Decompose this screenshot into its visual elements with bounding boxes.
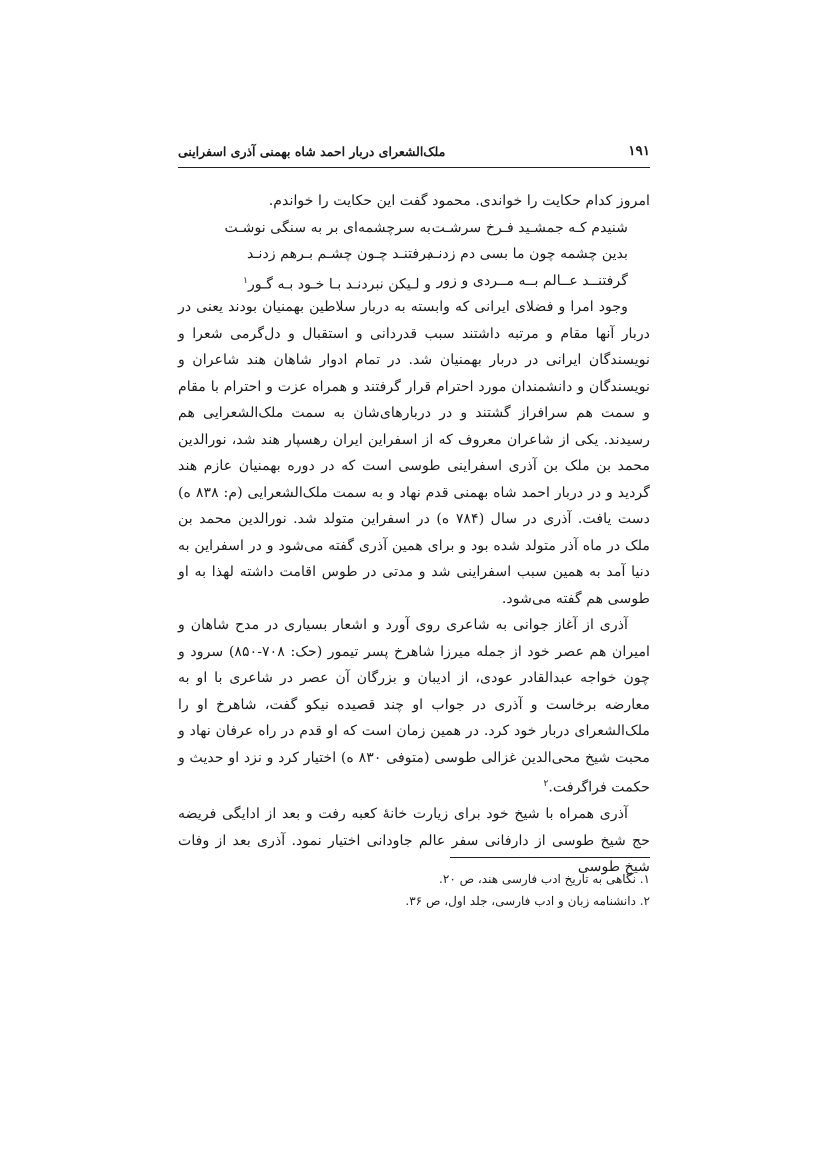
verse-hemistich-right: شنیدم کـه جمشـید فـرخ سرشـت	[431, 219, 628, 236]
paragraph-text: وجود امرا و فضلای ایرانی که وابسته به دربار سلاطین بهمنیان بودند یعنی در دربار آنها مقام و مرتبه داشتند سبب قدردانی و استقبال و دل‌گرمی شعرا و نویسندگان ایرانی در دربار بهمنیان شد. در تمام ادوار شاهان هند شاعران و نویسندگان و دانشمندان مورد احترام قرار گرفتند و همراه عزت و احترام با مقام و سمت هم سرافراز گشتند و در دربارهای‌شان به سمت ملک‌الشعرایی هم رسیدند. یکی از شاعران معروف که از اسفراین ایران رهسپار هند شد، نورالدین محمد بن ملک بن آذری اسفراینی طوسی است که در دوره بهمنیان عازم هند گردید و در دربار احمد شاه بهمنی قدم نهاد و به سمت ملک‌الشعرایی (م: ۸۳۸ ه) دست یافت. آذری در سال (۷۸۴ ه) در اسفراین متولد شد. نورالدین محمد بن ملک در ماه آذر متولد شده بود و برای همین آذری گفته می‌شود و در اسفراین به دنیا آمد به همین سبب اسفراینی شد و مدتی در طوس اقامت داشته لهذا به او طوسی هم گفته می‌شود.	[178, 299, 650, 607]
verse-hemistich-left: برفتنـد چـون چشـم بـرهم زدنـد	[246, 246, 431, 262]
intro-line: امروز کدام حکایت را خواندی. محمود گفت این حکایت را خواندم.	[268, 193, 650, 209]
poem-verse	[178, 241, 650, 268]
body-text	[178, 188, 650, 881]
poem-verse	[178, 268, 650, 295]
page-header	[178, 143, 650, 168]
footnotes	[178, 868, 650, 912]
verse-hemistich-right: گرفتنــد عــالم بــه مــردی و زور	[436, 272, 628, 289]
verse-hemistich-right: بدین چشمه چون ما بسی دم زدنـد	[426, 246, 628, 262]
verse-text: و لـیکن نبردنـد بـا خـود بـه گـور	[247, 276, 431, 293]
paragraph-text: آذری از آغاز جوانی به شاعری روی آورد و اشعار بسیاری در مدح شاهان و امیران هم عصر خود از جمله میرزا شاهرخ پسر تیمور (حک: ۷۰۸-۸۵۰) سرود و چون خواجه عبدالقادر عودی، از ادیبان و بزرگان آن عصر در شاعری با او به معارضه برخاست و آذری در جواب او چند قصیده نیکو گفت، شاهرخ او را ملک‌الشعرای دربار خود کرد. در همین زمان است که او قدم در راه عرفان نهاد و محبت شیخ محی‌الدین غزالی طوسی (متوفی ۸۳۰ ه) اختیار کرد و نزد او حدیث و حکمت فراگرفت.	[178, 617, 650, 796]
footnote: ۲. دانشنامه زبان و ادب فارسی، جلد اول، ص ۳۶.	[405, 894, 650, 908]
footnote: ۱. نگاهی به تاریخ ادب فارسی هند، ص ۲۰.	[439, 872, 650, 886]
paragraph	[178, 612, 650, 801]
poem-verse	[178, 215, 650, 242]
page-number: ۱۹۱	[628, 143, 650, 159]
footnote-marker: ۱	[243, 275, 248, 286]
poem	[178, 215, 650, 295]
paragraph-text: آذری همراه با شیخ خود برای زیارت خانهٔ کعبه رفت و بعد از ادایگی فریضه حج شیخ طوسی از دارفانی سفر عالم جاودانی اختیار نمود. آذری بعد از وفات شیخ طوسی	[178, 806, 650, 876]
running-title: ملک‌الشعرای دربار احمد شاه بهمنی آذری اسفراینی	[178, 144, 446, 159]
verse-hemistich-left: به سرچشمه‌ای بر به سنگی نوشـت	[224, 219, 431, 236]
paragraph	[178, 294, 650, 612]
footnote-divider	[450, 857, 650, 858]
verse-hemistich-left	[243, 268, 445, 295]
footnote-marker: ۲	[543, 779, 549, 789]
